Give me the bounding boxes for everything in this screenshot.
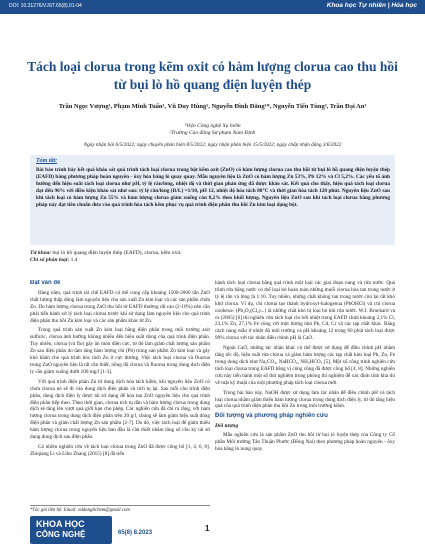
corresponding-author-footnote: *Tác giả liên hệ: Email: nddangtichem@gmail.com <box>30 505 210 513</box>
keywords-block <box>30 250 395 264</box>
doi-label: DOI: 10.31276/VJST.65(8).01-04 <box>9 3 82 9</box>
abstract-heading: Tóm tắt: <box>36 158 58 164</box>
paragraph: hành tách loại clorua bằng quá trình một loại các giai đoạn nung và rửa nước. Quá trình rửa bằng nước có thể loại bỏ hoàn toàn những muối clorua hòa tan trong nước ở tỷ lệ rắn và lỏng là 1:10. Tuy nhiên, những chất không tan trong nước còn lại rất khó khử clorua. Ví dụ, chì clorua tạo thành hydroxyl-halogenua (PbOHCl) và chì clorua oxohexa- (Pb₂O₂(Cl₂)...) là những chất khó bị loại bỏ khi rửa nước. W.J. Bruckard và cs (2005) [6] thì nghiên cứu tách loại clo bởi nhiệt trong EAFD chứa khoảng 2,1% Cl, 23,1% Zn, 27,1% Fe cùng với một lượng nhỏ Pb, Cd, Cr và các tạp chất khác. Bằng cách nung mẫu ở nhiệt độ môi trường và pH khoảng 12 trong 60 phút tách loại được 99% clorua với tác nhân điều chỉnh pH là CaO. <box>215 280 395 342</box>
affiliations <box>20 123 405 137</box>
methods-heading: Đối tượng và phương pháp nghiên cứu <box>215 413 328 420</box>
journal-logo <box>30 516 112 544</box>
paragraph: Ngoài CaO, những tác nhân khác có thể được sử dụng để điều chỉnh pH nhằm tăng tốc độ, hiệu suất rửa clorua và giảm hàm lượng các tạp chất kim loại Pb, Zn, Fe trong dung dịch như Na₂CO₃, NaHCO₃, NH₄HCO₃ [5]. Một số công trình nghiên cứu tách loại clorua trong EAFD bằng vị công cũng đã được công bố [4, 8]. Những nghiên cứu này tiến hành một số thử nghiệm trong phòng thí nghiệm để xác định tính khả thi về mặt kỹ thuật của một phương pháp tách loại clorua mới. <box>215 345 395 386</box>
abstract-box <box>30 155 395 245</box>
section-tag: Khoa học Tự nhiên | Hóa học <box>326 2 417 9</box>
top-header-bar <box>0 0 425 14</box>
right-column <box>215 280 395 510</box>
abstract-text: Bài báo trình bày kết quả khảo sát quá trình tách loại clorua trong bột kẽm oxit (ZnO) có hàm lượng clorua cao thu hồi từ bụi lò hồ quang điện luyện thép (EAFD) bằng phương pháp hoàn nguyên - ôxy hóa bằng lò quay quay. Mẫu nguyên liệu là ZnO có hàm lượng Zn 53%, Pb 12% và Cl 5,2%. Các yếu tố ảnh hưởng đến hiệu suất tách loại clorua như pH, tỷ lệ rắn/lỏng, nhiệt độ và thời gian phản ứng đã được khảo sát. Kết quả cho thấy, hiệu quả tách loại clorua đạt đến 96% với điều kiện khảo sát như sau: tỷ lệ rắn/lỏng (R/L) =1/10, pH 12, nhiệt độ hòa tách 80°C và thời gian hòa tách 120 phút. Nguyên liệu ZnO sau khi tách loại có hàm lượng Zn 55% và hàm lượng clorua giảm xuống còn 0,2% theo khối lượng. Nguyên liệu ZnO sau khi tách loại clorua bằng phương pháp này đạt tiêu chuẩn đưa vào quá trình hòa tách kẽm phục vụ quá trình điện phân thu hồi Zn kim loại dạng bột. <box>36 167 390 209</box>
issue-number: 65(8) 8.2023 <box>118 530 153 536</box>
keywords-text: bụi lò hồ quang điện luyện thép (EAFD), clorua, kẽm oxit. <box>52 250 182 256</box>
authors: Trần Ngọc Vượng¹, Phạm Minh Tuấn¹, Vũ Duy Hùng¹, Nguyễn Đình Đăng¹*, Nguyễn Tiến Tùng², Trần Đại An³ <box>58 103 367 110</box>
left-column <box>30 280 210 502</box>
paragraph: Hàng năm, quá trình tái chế EAFD có thể cung cấp khoảng 1500-2000 tấn ZnO chất lượng thấp dùng làm nguyên liệu cho sản xuất Zn kim loại và các sản phẩm chứa Zn. Do hàm lượng clorua trong ZnO thu hồi từ EAFD thường rất cao (2-10%) nên cần phải tiến hành xử lý tách loại clorua trước khi sử dụng làm nguyên liệu cho quá trình điện phân thu hồi Zn kim loại và các sản phẩm khác từ Zn. <box>30 289 210 324</box>
classification-value: 1.4 <box>70 257 78 263</box>
affiliation-2: ²Trường Cao đẳng Sư phạm Nam Định <box>169 130 256 136</box>
paragraph: Trong bài báo này, NaOH được sử dụng làm tác nhân để điều chỉnh pH và tách loại clorua nhằm giảm thiểu hàm lượng clorua trong dung dịch điện ly, từ đó tăng hiệu quả của quá trình điện phân thu hồi Zn trong môi trường kiềm. <box>215 389 395 410</box>
received-dates: Ngày nhận bài 6/5/2022; ngày chuyển phản biện 8/5/2022; ngày nhận phản biện 15/5/2022; ngày chấp nhận đăng 3/6/2022 <box>83 142 342 148</box>
classification-label: Chỉ số phân loại: <box>30 257 70 263</box>
intro-heading: Đặt vấn đề <box>30 280 61 286</box>
article-title: Tách loại clorua trong kẽm oxit có hàm lượng clorua cao thu hồi từ bụi lò hồ quang điện luyện thép <box>27 59 398 92</box>
paragraph: Có nhiều nghiên cứu về tách loại clorua trong ZnO đã được công bố [1, 4, 6, 8]. Zhiqiang Li và Libo Zhang (2015) [8] đã tiến <box>30 443 210 457</box>
affiliation-1: ¹Viện Công nghệ Xạ hiếm <box>184 123 241 129</box>
keywords-label: Từ khóa: <box>30 250 52 256</box>
page-number: 1 <box>205 524 210 533</box>
logo-line-2: CÔNG NGHỆ <box>36 530 86 539</box>
paragraph: Với quá trình điện phân Zn từ dung dịch hòa tách kiềm, khi nguyên liệu ZnO có chứa clorua nó sẽ đi vào dung dịch điện phân và tích tụ lại. Sau mỗi chu trình điện phân, dung dịch điện ly được tái sử dụng để hòa tan ZnO nguyên liệu cho quá trình điện phân tiếp theo. Theo thời gian, clorua tích tụ dần và hàm lượng clorua trong dung dịch sẽ tăng lên vượt quá giới hạn cho phép. Các nghiên cứu đã chỉ ra rằng, với hàm lượng clorua trong dung dịch điện phân trên 20 g/l, chúng sẽ làm giảm hiệu suất dòng điện phân và giảm chất lượng Zn sản phẩm [2-7]. Do đó, việc tách loại để giảm thiểu hàm lượng clorua trong nguyên liệu ban đầu là cần thiết nhằm tăng số chu kỳ tái sử dụng dung dịch sau điện phân. <box>30 378 210 441</box>
logo-line-1: KHOA HỌC <box>36 519 85 529</box>
subject-subheading: Đối tượng <box>215 423 239 430</box>
paragraph: Mẫu nghiên cứu là sản phẩm ZnO thu hồi từ bụi lò luyện thép của Công ty Cổ phần Môi trường Tân Thuận Phước (Đồng Nai) theo phương pháp hoàn nguyên - ôxy hóa bằng lò nung quay. <box>215 432 395 452</box>
paragraph: Trong quá trình sản xuất Zn kim loại bằng điện phân trong môi trường axit sulfuric, clorua ảnh hưởng không nhiều đến hiệu suất dòng của quá trình điện phân. Tuy nhiên, clorua (và flo) gây ăn mòn điện cực, từ đó làm giảm chất lượng sản phẩm Zn sau điện phân do làm tăng hàm lượng chì (Pb) trong sản phẩm Zn kim loại và gây khó khăn cho quá trình bóc tách Zn ở cực dương. Việc tách loại clorua và fluorua trong ZnO nguyên liệu là rất cần thiết, nồng độ clorua và fluorua trong dung dịch điện ly cần giảm xuống dưới 100 mg/l [1-3]. <box>30 327 210 375</box>
